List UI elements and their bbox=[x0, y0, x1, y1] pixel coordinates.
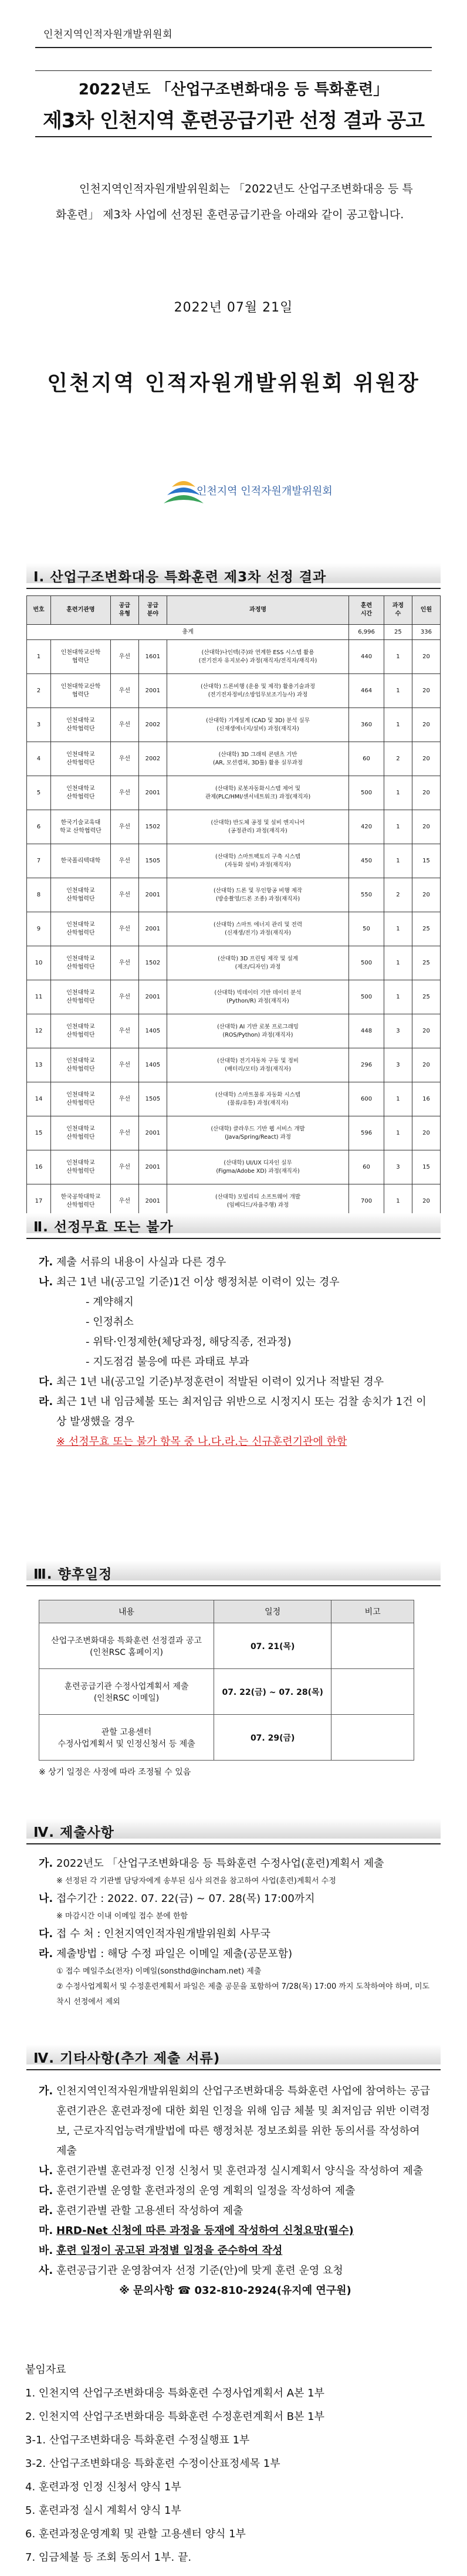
schedule-note bbox=[331, 1715, 414, 1761]
cell-ppl: 20 bbox=[412, 708, 440, 742]
cell-hours: 50 bbox=[349, 912, 384, 946]
item-text: HRD-Net 신청에 따른 과정을 등재에 작성하여 신청요망(필수) bbox=[56, 2225, 354, 2237]
attachment-item: 1. 인천지역 산업구조변화대응 특화훈련 수정사업계획서 A본 1부 bbox=[25, 2387, 324, 2399]
total-row bbox=[27, 625, 441, 640]
cell-ppl: 25 bbox=[412, 946, 440, 980]
cell-no: 13 bbox=[27, 1048, 51, 1082]
section5-title: Ⅳ. 기타사항(추가 제출 서류) bbox=[33, 2051, 221, 2066]
cell-hours: 360 bbox=[349, 708, 384, 742]
cell-area: 2002 bbox=[138, 708, 167, 742]
cell-inst: 인천대학교 산학협력단 bbox=[50, 912, 110, 946]
cell-ppl: 20 bbox=[412, 742, 440, 776]
total-courses: 25 bbox=[384, 625, 412, 640]
cell-no: 2 bbox=[27, 674, 51, 708]
item-marker: 바. bbox=[39, 2245, 53, 2257]
cell-cnt: 1 bbox=[384, 912, 412, 946]
item-marker: 마. bbox=[39, 2225, 53, 2237]
item-marker: 가. bbox=[39, 2085, 53, 2097]
cell-cnt: 1 bbox=[384, 1184, 412, 1218]
cell-area: 1601 bbox=[138, 640, 167, 674]
cell-cnt: 1 bbox=[384, 1082, 412, 1116]
cell-course: (산대학) 기계설계 (CAD 및 3D) 분석 실무 (신재생에너지/설비) 과정(재직자) bbox=[167, 708, 348, 742]
section1-header bbox=[26, 563, 441, 589]
cell-hours: 450 bbox=[349, 844, 384, 878]
cell-area: 1405 bbox=[138, 1014, 167, 1048]
cell-hours: 600 bbox=[349, 1082, 384, 1116]
sched-th-date: 일정 bbox=[214, 1600, 331, 1623]
list-item bbox=[39, 2201, 432, 2221]
cell-area: 2001 bbox=[138, 878, 167, 912]
table-row bbox=[27, 878, 441, 912]
cell-inst: 인천대학교 산학협력단 bbox=[50, 776, 110, 810]
schedule-note bbox=[331, 1669, 414, 1715]
cell-ppl: 20 bbox=[412, 1116, 440, 1150]
attachment-item: 6. 훈련과정운영계획 및 관할 고용센터 양식 1부 bbox=[25, 2528, 246, 2540]
item-marker: 나. bbox=[39, 1893, 53, 1905]
cell-cnt: 1 bbox=[384, 708, 412, 742]
th-area: 공급 분야 bbox=[138, 596, 167, 625]
section5-header bbox=[26, 2044, 441, 2070]
cell-type: 우선 bbox=[110, 946, 138, 980]
cell-course: (산대학) 클라우드 기반 웹 서비스 개발 (Java/Spring/React) 과정 bbox=[167, 1116, 348, 1150]
th-type: 공급 유형 bbox=[110, 596, 138, 625]
item-marker: 나. bbox=[39, 2165, 53, 2177]
cell-cnt: 1 bbox=[384, 1116, 412, 1150]
cell-cnt: 2 bbox=[384, 878, 412, 912]
cell-type: 우선 bbox=[110, 742, 138, 776]
cell-inst: 인천대학교 산학협력단 bbox=[50, 946, 110, 980]
list-item bbox=[39, 1392, 432, 1432]
cell-hours: 60 bbox=[349, 1150, 384, 1184]
cell-area: 2001 bbox=[138, 674, 167, 708]
cell-course: (산대학) 빅데이터 기반 데이터 분석 (Python/R) 과정(재직자) bbox=[167, 980, 348, 1014]
list-item bbox=[39, 2261, 432, 2281]
cell-ppl: 20 bbox=[412, 674, 440, 708]
list-item bbox=[39, 1944, 432, 1964]
cell-type: 우선 bbox=[110, 674, 138, 708]
item-marker: 나. bbox=[39, 1276, 53, 1288]
attachments-label: 붙임자료 bbox=[25, 2364, 66, 2376]
section3-header bbox=[26, 1561, 441, 1586]
schedule-table bbox=[39, 1600, 414, 1761]
cell-inst: 인천대학교 산학협력단 bbox=[50, 1048, 110, 1082]
cell-type: 우선 bbox=[110, 1150, 138, 1184]
cell-area: 2001 bbox=[138, 776, 167, 810]
th-courses: 과정 수 bbox=[384, 596, 412, 625]
cell-cnt: 3 bbox=[384, 1014, 412, 1048]
cell-inst: 인천대학교산학 협력단 bbox=[50, 674, 110, 708]
schedule-date: 07. 21(목) bbox=[214, 1623, 331, 1669]
cell-type: 우선 bbox=[110, 980, 138, 1014]
cell-hours: 420 bbox=[349, 810, 384, 844]
cell-inst: 인천대학교 산학협력단 bbox=[50, 1116, 110, 1150]
item-marker: 다. bbox=[39, 1928, 53, 1940]
item-marker: 가. bbox=[39, 1256, 53, 1268]
cell-area: 2001 bbox=[138, 912, 167, 946]
schedule-note bbox=[331, 1623, 414, 1669]
cell-hours: 464 bbox=[349, 674, 384, 708]
table-row bbox=[27, 1082, 441, 1116]
disposition-item: - 인정취소 bbox=[86, 1316, 134, 1328]
cell-cnt: 1 bbox=[384, 946, 412, 980]
header-divider bbox=[35, 47, 432, 48]
cell-area: 2001 bbox=[138, 1184, 167, 1218]
selection-table bbox=[26, 595, 441, 1218]
list-item bbox=[39, 2241, 432, 2261]
cell-inst: 한국공학대학교 산학협력단 bbox=[50, 1184, 110, 1218]
item-text: 훈련공급기관 운영참여자 선정 기준(안)에 맞게 훈련 운영 요청 bbox=[56, 2264, 343, 2277]
item-text: 최근 1년 내(공고일 기준)1건 이상 행정처분 이력이 있는 경우 bbox=[56, 1276, 340, 1288]
cell-inst: 인천대학교 산학협력단 bbox=[50, 708, 110, 742]
th-hours: 훈련 시간 bbox=[349, 596, 384, 625]
th-course: 과정명 bbox=[167, 596, 348, 625]
cell-no: 3 bbox=[27, 708, 51, 742]
cell-cnt: 3 bbox=[384, 1150, 412, 1184]
cell-area: 2001 bbox=[138, 1150, 167, 1184]
table-row bbox=[27, 946, 441, 980]
item-text: 인천지역인적자원개발위원회의 산업구조변화대응 특화훈련 사업에 참여하는 공급훈련기관은 훈련과정에 대한 회원 인정을 위해 임금 체불 및 최저임금 위반 이력정보, 근로자직업능력개발법에 따른 행정처분 정보조회를 위한 동의서를 작성하여 제출 bbox=[56, 2085, 431, 2157]
intro-paragraph: 인천지역인적자원개발위원회는 「2022년도 산업구조변화대응 등 특화훈련」 제3차 사업에 선정된 훈련공급기관을 아래와 같이 공고합니다. bbox=[56, 182, 413, 221]
cell-cnt: 2 bbox=[384, 742, 412, 776]
cell-area: 1502 bbox=[138, 810, 167, 844]
signer: 인천지역 인적자원개발위원회 위원장 bbox=[47, 371, 420, 395]
schedule-row bbox=[39, 1669, 414, 1715]
cell-area: 1505 bbox=[138, 1082, 167, 1116]
cell-inst: 인천대학교 산학협력단 bbox=[50, 878, 110, 912]
cell-hours: 296 bbox=[349, 1048, 384, 1082]
list-item bbox=[39, 1889, 432, 1909]
cell-cnt: 1 bbox=[384, 810, 412, 844]
cell-cnt: 1 bbox=[384, 980, 412, 1014]
cell-no: 14 bbox=[27, 1082, 51, 1116]
small-note: ② 수정사업계획서 및 수정훈련계획서 파일은 제출 공문을 포함하여 7/28(목) 17:00 까지 도착하여야 하며, 미도착시 선정에서 제외 bbox=[56, 1982, 430, 2006]
list-item bbox=[39, 1372, 432, 1392]
cell-no: 9 bbox=[27, 912, 51, 946]
section2-body bbox=[39, 1253, 432, 1452]
cell-type: 우선 bbox=[110, 912, 138, 946]
list-item bbox=[39, 1854, 432, 1874]
sched-th-content: 내용 bbox=[39, 1600, 214, 1623]
cell-cnt: 1 bbox=[384, 776, 412, 810]
cell-no: 6 bbox=[27, 810, 51, 844]
list-item bbox=[39, 2221, 432, 2241]
cell-type: 우선 bbox=[110, 1184, 138, 1218]
cell-inst: 인천대학교산학 협력단 bbox=[50, 640, 110, 674]
list-item bbox=[39, 1272, 432, 1292]
cell-type: 우선 bbox=[110, 776, 138, 810]
th-no: 번호 bbox=[27, 596, 51, 625]
attachment-item: 5. 훈련과정 실시 계획서 양식 1부 bbox=[25, 2504, 181, 2517]
cell-type: 우선 bbox=[110, 1014, 138, 1048]
attachments bbox=[25, 2358, 436, 2570]
cell-cnt: 1 bbox=[384, 674, 412, 708]
cell-no: 12 bbox=[27, 1014, 51, 1048]
cell-hours: 500 bbox=[349, 776, 384, 810]
notice-red bbox=[39, 1432, 432, 1452]
list-item bbox=[39, 2161, 432, 2181]
cell-no: 8 bbox=[27, 878, 51, 912]
item-text: 접 수 처 : 인천지역인적자원개발위원회 사무국 bbox=[56, 1928, 271, 1940]
cell-ppl: 20 bbox=[412, 1014, 440, 1048]
cell-hours: 500 bbox=[349, 946, 384, 980]
attachment-item: 3-2. 산업구조변화대응 특화훈련 수정이산표정세목 1부 bbox=[25, 2457, 280, 2470]
item-marker: 라. bbox=[39, 2205, 53, 2217]
item-marker: 사. bbox=[39, 2264, 53, 2277]
cell-inst: 인천대학교 산학협력단 bbox=[50, 980, 110, 1014]
schedule-note: ※ 상기 일정은 사정에 따라 조정될 수 있음 bbox=[39, 1768, 191, 1777]
cell-hours: 60 bbox=[349, 742, 384, 776]
table-row bbox=[27, 1048, 441, 1082]
schedule-row bbox=[39, 1715, 414, 1761]
cell-area: 1505 bbox=[138, 844, 167, 878]
disposition-item: - 지도점검 불응에 따른 과태료 부과 bbox=[86, 1356, 249, 1368]
table-row bbox=[27, 1150, 441, 1184]
cell-ppl: 16 bbox=[412, 1082, 440, 1116]
section4-body bbox=[39, 1854, 432, 2010]
cell-type: 우선 bbox=[110, 810, 138, 844]
cell-ppl: 25 bbox=[412, 980, 440, 1014]
cell-area: 2002 bbox=[138, 742, 167, 776]
table-row bbox=[27, 980, 441, 1014]
cell-inst: 인천대학교 산학협력단 bbox=[50, 742, 110, 776]
attachment-item: 3-1. 산업구조변화대응 특화훈련 수정실행표 1부 bbox=[25, 2434, 250, 2446]
cell-course: (산대학) 드론비행 (운용 및 제작) 활용기술과정 (전기전자정비/소방업무보조기능사) 과정 bbox=[167, 674, 348, 708]
org-name-header: 인천지역인적자원개발위원회 bbox=[43, 29, 172, 40]
cell-inst: 인천대학교 산학협력단 bbox=[50, 1150, 110, 1184]
cell-course: (산대학) 스마트 에너지 관리 및 전력 (신재생/전기) 과정(재직자) bbox=[167, 912, 348, 946]
section2-header bbox=[26, 1213, 441, 1239]
attachment-item: 2. 인천지역 산업구조변화대응 특화훈련 수정훈련계획서 B본 1부 bbox=[25, 2411, 325, 2423]
cell-course: (산대학) 3D 프린팅 제작 및 설계 (제조/디자인) 과정 bbox=[167, 946, 348, 980]
cell-ppl: 20 bbox=[412, 878, 440, 912]
list-item bbox=[39, 2181, 432, 2201]
cell-inst: 한국기술교육대 학교 산학협력단 bbox=[50, 810, 110, 844]
table-row bbox=[27, 640, 441, 674]
cell-type: 우선 bbox=[110, 640, 138, 674]
cell-type: 우선 bbox=[110, 844, 138, 878]
cell-course: (산대학) 3D 그래픽 콘텐츠 기반 (AR, 모션캡쳐, 3D툴) 활용 실무과정 bbox=[167, 742, 348, 776]
list-item bbox=[39, 2081, 432, 2161]
cell-area: 2001 bbox=[138, 1116, 167, 1150]
th-people: 인원 bbox=[412, 596, 440, 625]
cell-cnt: 1 bbox=[384, 844, 412, 878]
cell-type: 우선 bbox=[110, 1116, 138, 1150]
section5-body bbox=[39, 2081, 432, 2301]
cell-inst: 인천대학교 산학협력단 bbox=[50, 1082, 110, 1116]
cell-ppl: 20 bbox=[412, 810, 440, 844]
section3-title: Ⅲ. 향후일정 bbox=[33, 1567, 113, 1582]
table-row bbox=[27, 776, 441, 810]
small-note: ※ 마감시간 이내 이메일 접수 분에 한함 bbox=[56, 1912, 188, 1921]
item-marker: 라. bbox=[39, 1948, 53, 1960]
cell-no: 5 bbox=[27, 776, 51, 810]
cell-ppl: 15 bbox=[412, 844, 440, 878]
cell-course: (산대학) 반도체 공정 및 설비 엔지니어 (공정관리) 과정(재직자) bbox=[167, 810, 348, 844]
cell-ppl: 15 bbox=[412, 1150, 440, 1184]
section4-header bbox=[26, 1819, 441, 1844]
contact-line: ※ 문의사항 ☎ 032-810-2924(유지예 연구원) bbox=[119, 2284, 351, 2297]
cell-course: (산대학)나인텍(주)와 연계한 ESS 시스템 활용 (전기전자 유지보수) 과정(재직자/전직자/재직자) bbox=[167, 640, 348, 674]
cell-hours: 550 bbox=[349, 878, 384, 912]
item-text: 훈련기관별 운영할 훈련과정의 운영 계획의 일정을 작성하여 제출 bbox=[56, 2185, 356, 2197]
cell-hours: 500 bbox=[349, 980, 384, 1014]
item-text: 훈련기관별 훈련과정 인정 신청서 및 훈련과정 실시계획서 양식을 작성하여 제출 bbox=[56, 2165, 424, 2177]
cell-no: 15 bbox=[27, 1116, 51, 1150]
total-label: 총계 bbox=[27, 625, 349, 640]
cell-no: 4 bbox=[27, 742, 51, 776]
table-row bbox=[27, 1014, 441, 1048]
item-text: 최근 1년 내 임금체불 또는 최저임금 위반으로 시정지시 또는 검찰 송치가 1건 이상 발생했을 경우 bbox=[56, 1396, 427, 1428]
cell-no: 11 bbox=[27, 980, 51, 1014]
sched-th-note: 비고 bbox=[331, 1600, 414, 1623]
item-text: 접수기간 : 2022. 07. 22(금) ~ 07. 28(목) 17:00까지 bbox=[56, 1893, 315, 1905]
cell-ppl: 25 bbox=[412, 912, 440, 946]
section2-title: Ⅱ. 선정무효 또는 불가 bbox=[33, 1220, 174, 1235]
item-text: 훈련기관별 관할 고용센터 작성하여 제출 bbox=[56, 2205, 243, 2217]
disposition-item: - 계약해지 bbox=[86, 1296, 134, 1308]
list-item bbox=[39, 1924, 432, 1944]
table-row bbox=[27, 742, 441, 776]
table-row bbox=[27, 810, 441, 844]
schedule-content: 관할 고용센터 수정사업계획서 및 인정신청서 등 제출 bbox=[39, 1715, 214, 1761]
cell-ppl: 20 bbox=[412, 776, 440, 810]
cell-course: (산대학) 스마트팩토리 구축 시스템 (자동화 설비) 과정(재직자) bbox=[167, 844, 348, 878]
cell-hours: 596 bbox=[349, 1116, 384, 1150]
total-hours: 6,996 bbox=[349, 625, 384, 640]
th-inst: 훈련기관명 bbox=[50, 596, 110, 625]
list-item bbox=[39, 1253, 432, 1272]
table-row bbox=[27, 674, 441, 708]
table-row bbox=[27, 1116, 441, 1150]
cell-area: 1502 bbox=[138, 946, 167, 980]
item-marker: 라. bbox=[39, 1396, 53, 1408]
item-text: 2022년도 「산업구조변화대응 등 특화훈련 수정사업(훈련)계획서 제출 bbox=[56, 1857, 384, 1870]
section1-title: Ⅰ. 산업구조변화대응 특화훈련 제3차 선정 결과 bbox=[33, 570, 327, 585]
cell-type: 우선 bbox=[110, 878, 138, 912]
cell-cnt: 3 bbox=[384, 1048, 412, 1082]
cell-ppl: 20 bbox=[412, 640, 440, 674]
item-text: 최근 1년 내(공고일 기준)부정훈련이 적발된 이력이 있거나 적발된 경우 bbox=[56, 1376, 384, 1388]
item-marker: 다. bbox=[39, 1376, 53, 1388]
cell-course: (산대학) 전기자동차 구동 및 정비 (배터리/모터) 과정(재직자) bbox=[167, 1048, 348, 1082]
announcement-date: 2022년 07월 21일 bbox=[174, 300, 293, 315]
disposition-item: - 위탁·인정제한(체당과정, 해당직종, 전과정) bbox=[86, 1336, 292, 1348]
cell-course: (산대학) AI 기반 로봇 프로그래밍 (ROS/Python) 과정(재직자) bbox=[167, 1014, 348, 1048]
cell-area: 1405 bbox=[138, 1048, 167, 1082]
title-bottom-divider bbox=[35, 136, 432, 137]
cell-course: (산대학) 로봇자동화시스템 제어 및 관제(PLC/HMI/센서네트워크) 과정(재직자) bbox=[167, 776, 348, 810]
cell-ppl: 20 bbox=[412, 1184, 440, 1218]
small-note: ※ 선정된 각 기관별 담당자에게 송부된 심사 의견을 참고하여 사업(훈련)계획서 수정 bbox=[56, 1877, 336, 1886]
title-top-divider bbox=[35, 70, 432, 71]
table-row bbox=[27, 708, 441, 742]
cell-no: 1 bbox=[27, 640, 51, 674]
cell-inst: 인천대학교 산학협력단 bbox=[50, 1014, 110, 1048]
cell-type: 우선 bbox=[110, 1082, 138, 1116]
attachment-item: 4. 훈련과정 인정 신청서 양식 1부 bbox=[25, 2481, 181, 2493]
cell-cnt: 1 bbox=[384, 640, 412, 674]
page-title: 제3차 인천지역 훈련공급기관 선정 결과 공고 bbox=[42, 109, 425, 133]
cell-course: (산대학) 모빌리티 소프트웨어 개발 (임베디드/자율주행) 과정 bbox=[167, 1184, 348, 1218]
cell-inst: 한국폴리텍대학 bbox=[50, 844, 110, 878]
cell-course: (산대학) 드론 및 무인항공 비행 제작 (방송촬영/드론 조종) 과정(재직자) bbox=[167, 878, 348, 912]
table-row bbox=[27, 844, 441, 878]
cell-hours: 440 bbox=[349, 640, 384, 674]
cell-no: 7 bbox=[27, 844, 51, 878]
attachment-item: 7. 임금체불 등 조회 동의서 1부. 끝. bbox=[25, 2551, 192, 2564]
item-marker: 가. bbox=[39, 1857, 53, 1870]
small-note: ① 접수 메일주소(전자) 이메일(sonsthd@incham.net) 제출 bbox=[56, 1967, 262, 1976]
cell-no: 17 bbox=[27, 1184, 51, 1218]
cell-no: 16 bbox=[27, 1150, 51, 1184]
cell-type: 우선 bbox=[110, 708, 138, 742]
cell-area: 2001 bbox=[138, 980, 167, 1014]
item-text: 훈련 일정이 공고된 과정별 일정을 준수하여 작성 bbox=[56, 2245, 283, 2257]
item-marker: 다. bbox=[39, 2185, 53, 2197]
cell-course: (산대학) UI/UX 디자인 실무 (Figma/Adobe XD) 과정(재직자) bbox=[167, 1150, 348, 1184]
item-text: 제출 서류의 내용이 사실과 다른 경우 bbox=[56, 1256, 226, 1268]
cell-no: 10 bbox=[27, 946, 51, 980]
schedule-content: 훈련공급기관 수정사업계획서 제출 (인천RSC 이메일) bbox=[39, 1669, 214, 1715]
table-row bbox=[27, 912, 441, 946]
cell-ppl: 20 bbox=[412, 1048, 440, 1082]
logo-text: 인천지역 인적자원개발위원회 bbox=[197, 485, 333, 497]
cell-type: 우선 bbox=[110, 1048, 138, 1082]
title-line-1: 2022년도 「산업구조변화대응 등 특화훈련」 bbox=[78, 81, 389, 99]
schedule-date: 07. 22(금) ~ 07. 28(목) bbox=[214, 1669, 331, 1715]
cell-hours: 448 bbox=[349, 1014, 384, 1048]
cell-hours: 700 bbox=[349, 1184, 384, 1218]
schedule-date: 07. 29(금) bbox=[214, 1715, 331, 1761]
notice-red-text: ※ 선정무효 또는 불가 항목 중 나.다.라.는 신규훈련기관에 한함 bbox=[56, 1436, 347, 1448]
section4-title: Ⅳ. 제출사항 bbox=[33, 1825, 114, 1840]
total-people: 336 bbox=[412, 625, 440, 640]
item-text: 제출방법 : 해당 수정 파일은 이메일 제출(공문포함) bbox=[56, 1948, 293, 1960]
schedule-row bbox=[39, 1623, 414, 1669]
schedule-content: 산업구조변화대응 특화훈련 선정결과 공고 (인천RSC 홈페이지) bbox=[39, 1623, 214, 1669]
cell-course: (산대학) 스마트물류 자동화 시스템 (물류/유통) 과정(재직자) bbox=[167, 1082, 348, 1116]
